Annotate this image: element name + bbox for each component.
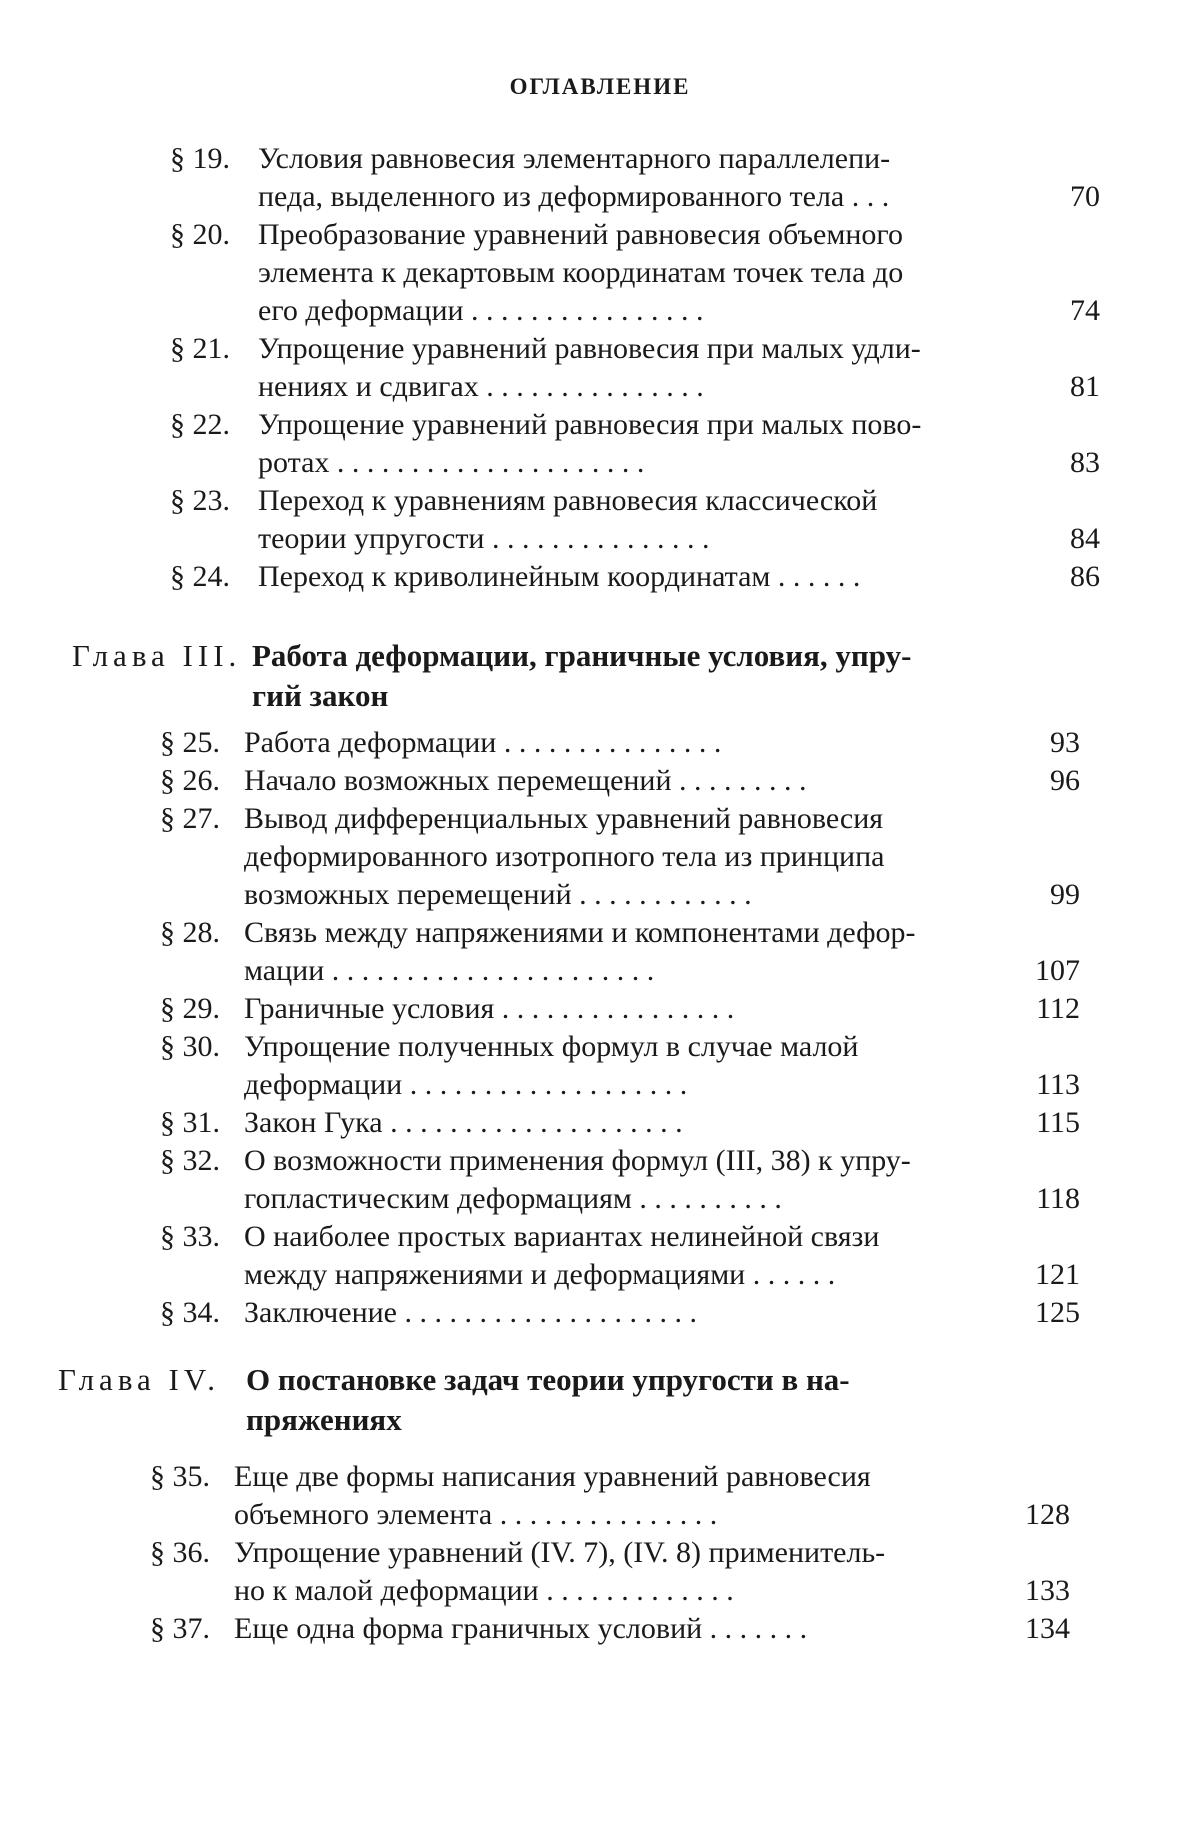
toc-entry[interactable] <box>160 1028 1090 1104</box>
section-title-line: теории упругости . . . . . . . . . . . . . . . <box>258 522 710 555</box>
section-title-line: Граничные условия . . . . . . . . . . . . . . . . <box>244 992 735 1025</box>
section-title-line: О возможности применения формул (III, 38) к упру- <box>244 1144 911 1177</box>
toc-entry[interactable] <box>150 1458 1080 1534</box>
chapter-title-line: пряжениях <box>246 1402 402 1437</box>
page-number: 93 <box>1050 726 1080 759</box>
page-number: 112 <box>1036 992 1080 1025</box>
section-number: § 34. <box>160 1296 220 1329</box>
section-number: § 28. <box>160 916 220 949</box>
section-number: § 32. <box>160 1144 220 1177</box>
section-title-line: Закон Гука . . . . . . . . . . . . . . . . . . . . <box>244 1106 683 1139</box>
toc-entry[interactable] <box>170 406 1110 482</box>
section-title-line: ротах . . . . . . . . . . . . . . . . . . . . . <box>258 446 645 479</box>
page-number: 125 <box>1035 1296 1080 1329</box>
section-title-line: элемента к декартовым координатам точек тела до <box>258 256 904 289</box>
page-number: 113 <box>1036 1068 1080 1101</box>
section-title-line: но к малой деформации . . . . . . . . . . . . . <box>234 1574 734 1607</box>
toc-entry[interactable] <box>170 216 1110 330</box>
page-number: 84 <box>1070 522 1100 555</box>
section-title-line: нениях и сдвигах . . . . . . . . . . . . . . . <box>258 370 704 403</box>
chapter-label: Глава III. <box>72 638 242 673</box>
section-title-line: деформации . . . . . . . . . . . . . . . . . . . <box>244 1068 688 1101</box>
toc-entry[interactable] <box>170 140 1110 216</box>
section-title-line: Начало возможных перемещений . . . . . . . . . <box>244 764 807 797</box>
section-number: § 24. <box>170 560 230 593</box>
section-title-line: О наиболее простых вариантах нелинейной связи <box>244 1220 880 1253</box>
section-number: § 25. <box>160 726 220 759</box>
section-title-line: между напряжениями и деформациями . . . . . . <box>244 1258 836 1291</box>
section-number: § 31. <box>160 1106 220 1139</box>
section-number: § 29. <box>160 992 220 1025</box>
page-number: 134 <box>1025 1612 1070 1645</box>
page-number: 115 <box>1036 1106 1080 1139</box>
toc-entry[interactable] <box>160 724 1090 762</box>
section-title-line: Работа деформации . . . . . . . . . . . . . . . <box>244 726 722 759</box>
chapter-heading[interactable] <box>72 636 1040 716</box>
section-title-line: Связь между напряжениями и компонентами дефор- <box>244 916 916 949</box>
section-number: § 37. <box>150 1612 210 1645</box>
page-number: 107 <box>1035 954 1080 987</box>
toc-entry[interactable] <box>160 914 1090 990</box>
page-number: 128 <box>1025 1498 1070 1531</box>
section-title-line: Переход к уравнениям равновесия классической <box>258 484 878 517</box>
section-title-line: Упрощение уравнений (IV. 7), (IV. 8) применитель- <box>234 1536 886 1569</box>
section-title-line: Вывод дифференциальных уравнений равновесия <box>244 802 884 835</box>
section-number: § 20. <box>170 218 230 251</box>
toc-entry[interactable] <box>170 330 1110 406</box>
page-number: 83 <box>1070 446 1100 479</box>
section-title-line: Преобразование уравнений равновесия объемного <box>258 218 903 251</box>
section-title-line: объемного элемента . . . . . . . . . . . . . . . <box>234 1498 718 1531</box>
section-title-line: педа, выделенного из деформированного тела . . . <box>258 180 890 213</box>
section-number: § 35. <box>150 1460 210 1493</box>
page-number: 99 <box>1050 878 1080 911</box>
section-title-line: Еще две формы написания уравнений равновесия <box>234 1460 871 1493</box>
page-number: 81 <box>1070 370 1100 403</box>
page-number: 133 <box>1025 1574 1070 1607</box>
toc-entry[interactable] <box>160 800 1090 914</box>
section-title-line: Упрощение уравнений равновесия при малых пово- <box>258 408 922 441</box>
section-title-line: Условия равновесия элементарного параллелепи- <box>258 142 891 175</box>
running-title: ОГЛАВЛЕНИЕ <box>509 74 691 99</box>
toc-entry[interactable] <box>160 990 1090 1028</box>
toc-entry[interactable] <box>150 1534 1080 1610</box>
section-number: § 21. <box>170 332 230 365</box>
toc-entry[interactable] <box>160 1218 1090 1294</box>
section-number: § 27. <box>160 802 220 835</box>
chapter-title-line: гий закон <box>252 678 389 713</box>
section-title-line: деформированного изотропного тела из принципа <box>244 840 885 873</box>
page-number: 70 <box>1070 180 1100 213</box>
section-number: § 33. <box>160 1220 220 1253</box>
chapter-heading[interactable] <box>58 1360 1040 1440</box>
page-number: 86 <box>1070 560 1100 593</box>
section-title-line: Упрощение уравнений равновесия при малых удли- <box>258 332 921 365</box>
toc-entry[interactable] <box>170 482 1110 558</box>
toc-entry[interactable] <box>150 1610 1080 1648</box>
toc-entry[interactable] <box>160 1104 1090 1142</box>
section-title-line: мации . . . . . . . . . . . . . . . . . . . . . . <box>244 954 655 987</box>
section-number: § 23. <box>170 484 230 517</box>
section-number: § 36. <box>150 1536 210 1569</box>
page-number: 118 <box>1036 1182 1080 1215</box>
section-title-line: гопластическим деформациям . . . . . . . . . . <box>244 1182 782 1215</box>
section-title-line: его деформации . . . . . . . . . . . . . . . . <box>258 294 704 327</box>
chapter-title-line: Работа деформации, граничные условия, упру- <box>252 638 912 673</box>
section-title-line: Заключение . . . . . . . . . . . . . . . . . . . . <box>244 1296 697 1329</box>
section-number: § 26. <box>160 764 220 797</box>
toc-entry[interactable] <box>160 762 1090 800</box>
section-number: § 22. <box>170 408 230 441</box>
chapter-title-line: О постановке задач теории упругости в на- <box>246 1362 850 1397</box>
toc-entry[interactable] <box>160 1294 1090 1332</box>
section-title-line: Переход к криволинейным координатам . . . . . . <box>258 560 861 593</box>
section-title-line: Еще одна форма граничных условий . . . . . . . <box>234 1612 808 1645</box>
page-number: 74 <box>1070 294 1100 327</box>
section-title-line: Упрощение полученных формул в случае малой <box>244 1030 859 1063</box>
page-number: 96 <box>1050 764 1080 797</box>
section-number: § 30. <box>160 1030 220 1063</box>
toc-entry[interactable] <box>160 1142 1090 1218</box>
toc-entry[interactable] <box>170 558 1110 596</box>
section-title-line: возможных перемещений . . . . . . . . . . . . <box>244 878 752 911</box>
page-number: 121 <box>1035 1258 1080 1291</box>
chapter-label: Глава IV. <box>58 1362 221 1397</box>
section-number: § 19. <box>170 142 230 175</box>
